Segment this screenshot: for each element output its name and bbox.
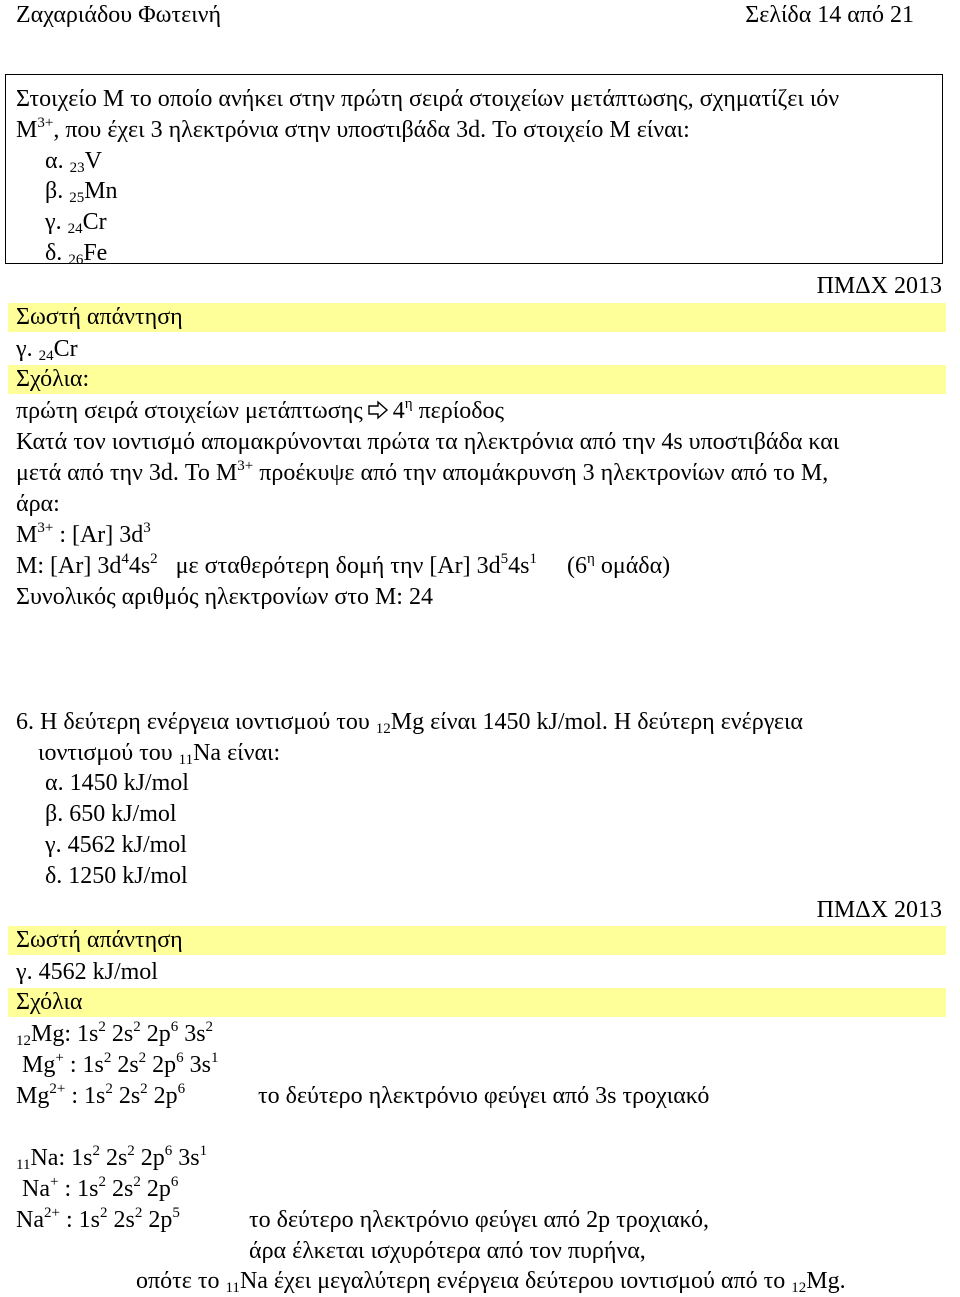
na-note-line2: άρα έλκεται ισχυρότερα από τον πυρήνα, [249,1238,646,1264]
q5-answer: γ. $_{24}$Cr [16,336,78,364]
q5-comment-line6: Μ: [Ar] $3d^44s^2$ με σταθερότερη δομή την [Ar] $3d^54s^1$ ($6^\eta$ ομάδα) [16,551,671,579]
q5-comment-line3: μετά από την 3d. Το $M^{3+}$ προέκυψε από την απομάκρυνση 3 ηλεκτρονίων από το Μ, [16,458,829,486]
header-author: Ζαχαριάδου Φωτεινή [16,2,222,28]
na-2plus-configuration: $Na^{2+}$ : $1s^2$ $2s^2$ $2p^5$ [16,1205,180,1233]
q5-comment-line7: Συνολικός αριθμός ηλεκτρονίων στο Μ: 24 [16,584,433,610]
q5-comment-line4: άρα: [16,491,60,517]
q6-text-line1: 6. Η δεύτερη ενέργεια ιοντισμού του $_{12}$Mg είναι 1450 kJ/mol. Η δεύτερη ενέργεια [16,709,804,737]
q5-option-d: δ. $_{26}$Fe [45,240,108,268]
q6-comments-label: Σχόλια [16,989,83,1015]
q6-option-b: β. 650 kJ/mol [45,801,177,827]
q6-option-c: γ. 4562 kJ/mol [45,832,187,858]
q5-comment-line2: Κατά τον ιοντισμό απομακρύνονται πρώτα τα ηλεκτρόνια από την 4s υποστιβάδα και [16,429,840,455]
header-page-number: Σελίδα 14 από 21 [745,2,914,28]
mg-note: το δεύτερο ηλεκτρόνιο φεύγει από 3s τροχιακό [258,1083,710,1109]
q5-comments-bar [8,365,946,394]
q5-text-line2: $M^{3+}$, που έχει 3 ηλεκτρόνια στην υποστιβάδα 3d. Το στοιχείο Μ είναι: [16,115,690,143]
q5-correct-answer-bar [8,303,946,332]
final-conclusion: οπότε το $_{11}$Na έχει μεγαλύτερη ενέργεια δεύτερου ιοντισμού από το $_{12}$Mg. [136,1268,846,1296]
q5-option-c: γ. $_{24}$Cr [45,209,107,237]
na-configuration: $_{11}$Na: $1s^2$ $2s^2$ $2p^6$ $3s^1$ [16,1143,208,1173]
q5-comment-line1: πρώτη σειρά στοιχείων μετάπτωσης $4^\eta$ περίοδος [16,396,505,424]
right-arrow-icon [367,400,389,420]
q5-option-b: β. $_{25}$Mn [45,178,118,206]
q6-source: ΠΜΔΧ 2013 [816,897,942,923]
q5-source: ΠΜΔΧ 2013 [816,273,942,299]
mg-plus-configuration: Mg+ : $1s^2$ $2s^2$ $2p^6$ $3s^1$ [22,1050,219,1078]
q6-text-line2: ιοντισμού του $_{11}$Na είναι: [38,740,281,768]
q6-answer: γ. 4562 kJ/mol [16,959,158,985]
q5-correct-answer-label: Σωστή απάντηση [16,304,183,330]
q6-correct-answer-label: Σωστή απάντηση [16,927,183,953]
mg-2plus-configuration: $Mg^{2+}$ : $1s^2$ $2s^2$ $2p^6$ [16,1081,186,1109]
q6-correct-answer-bar [8,926,946,955]
q5-comments-label: Σχόλια: [16,366,90,392]
q5-text-line1: Στοιχείο Μ το οποίο ανήκει στην πρώτη σειρά στοιχείων μετάπτωσης, σχηματίζει ιόν [16,86,840,112]
mg-configuration: $_{12}$Mg: $1s^2$ $2s^2$ $2p^6$ $3s^2$ [16,1019,214,1049]
q6-comments-bar [8,988,946,1017]
na-note: το δεύτερο ηλεκτρόνιο φεύγει από 2p τροχιακό, [249,1207,710,1233]
q5-option-a: α. $_{23}$V [45,148,102,176]
q5-comment-line5: $M^{3+}$ : [Ar] $3d^3$ [16,520,151,548]
q6-option-a: α. 1450 kJ/mol [45,770,189,796]
na-plus-configuration: Na+ : $1s^2$ $2s^2$ $2p^6$ [22,1174,179,1202]
q6-option-d: δ. 1250 kJ/mol [45,863,188,889]
